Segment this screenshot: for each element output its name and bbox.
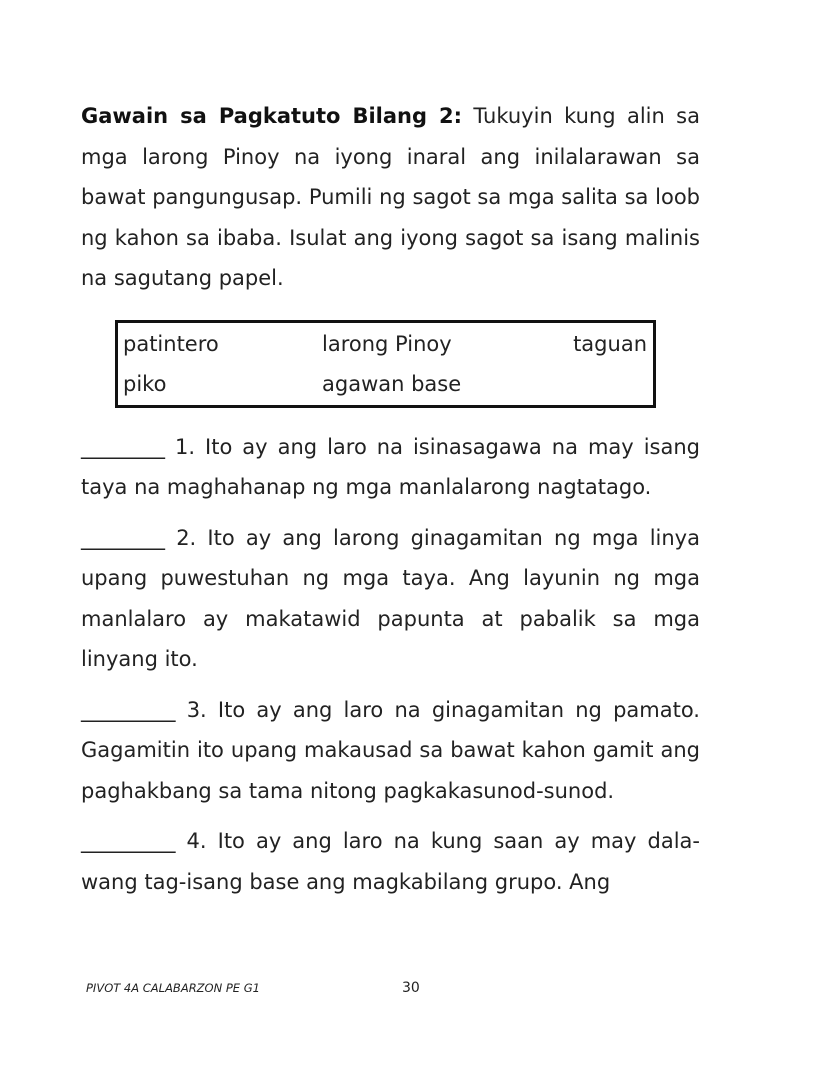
question-item-4	[81, 821, 700, 902]
answer-blank-4[interactable]: _________	[81, 829, 176, 853]
question-text-4: 4. Ito ay ang laro na kung saan ay may dala-wang tag-isang base ang magkabilang grupo. Ang	[81, 829, 700, 894]
question-text-3: 3. Ito ay ang laro na ginagamitan ng pamato. Gagamitin ito upang makausad sa bawat kahon gamit ang paghakbang sa tama nitong pagkakasunod-sunod.	[81, 697, 700, 803]
word-choices-box	[115, 320, 656, 408]
answer-blank-1[interactable]: ________	[81, 434, 165, 459]
answer-blank-3[interactable]: _________	[81, 697, 176, 722]
instruction-text: Tukuyin kung alin sa mga larong Pinoy na iyong inaral ang inilalarawan sa bawat pangungusap. Pumili ng sagot sa mga salita sa loob ng kahon sa ibaba. Isulat ang iyong sagot sa isang malinis na sagutang papel.	[81, 104, 700, 290]
question-text-1: 1. Ito ay ang laro na isinasagawa na may isang taya na maghahanap ng mga manlalarong nagtatago.	[81, 434, 700, 499]
question-text-2: 2. Ito ay ang larong ginagamitan ng mga linya upang puwestuhan ng mga taya. Ang layunin ng mga manlalaro ay makatawid papunta at pabalik sa mga linyang ito.	[81, 525, 700, 671]
activity-title: Gawain sa Pagkatuto Bilang 2:	[81, 104, 463, 128]
instruction-paragraph	[81, 96, 700, 299]
answer-blank-2[interactable]: ________	[81, 525, 165, 550]
word-choice-larong-pinoy: larong Pinoy	[322, 331, 452, 356]
word-choice-taguan: taguan	[573, 331, 647, 356]
word-choice-piko: piko	[123, 371, 167, 396]
worksheet-content	[81, 96, 700, 912]
page-number: 30	[402, 980, 420, 996]
question-item-1	[81, 427, 700, 508]
word-choice-patintero: patintero	[123, 331, 219, 356]
question-item-2	[81, 518, 700, 680]
footer-source: PIVOT 4A CALABARZON PE G1	[86, 981, 260, 995]
question-item-3	[81, 690, 700, 812]
word-choice-agawan-base: agawan base	[322, 371, 462, 396]
